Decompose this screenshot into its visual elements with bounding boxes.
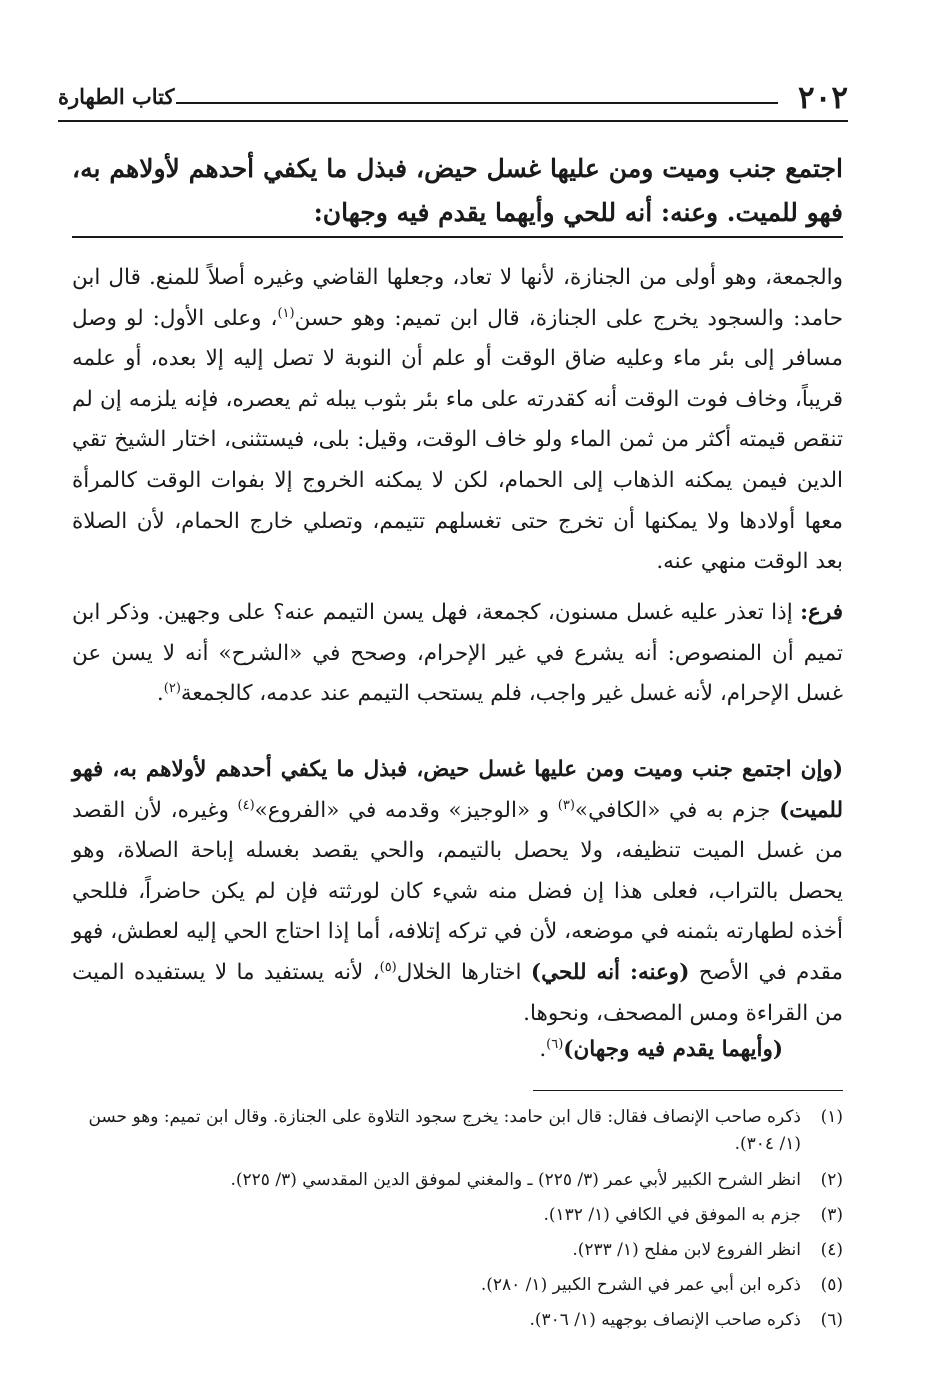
footnote-text: ذكره صاحب الإنصاف فقال: قال ابن حامد: يخرج سجود التلاوة على الجنازة. وقال ابن تميم: وهو حسن (١/ ٣٠٤). xyxy=(88,1107,801,1154)
page-number: ٢٠٢ xyxy=(798,80,848,116)
matn-text: اجتمع جنب وميت ومن عليها غسل حيض، فبذل ما يكفي أحدهم لأولاهم به، فهو للميت. وعنه: أنه للحي وأيهما يقدم فيه وجهان: xyxy=(72,154,843,227)
text-run: اختارها الخلال xyxy=(396,959,531,985)
footnote-ref-6: (٦) xyxy=(546,1036,564,1052)
footnote-item xyxy=(72,1307,843,1334)
footnote-number: (٤) xyxy=(820,1240,843,1260)
footnote-number: (٢) xyxy=(820,1170,843,1190)
footnote-ref-3: (٣) xyxy=(557,797,575,813)
footnote-separator xyxy=(533,1090,843,1091)
far-label: فرع: xyxy=(800,600,843,625)
text-run: . xyxy=(539,1037,547,1062)
quoted-matn: (وإن اجتمع جنب وميت ومن عليها غسل حيض، فبذل ما يكفي أحدهم لأولاهم به، فهو للميت) xyxy=(72,757,843,823)
quoted-matn: (وعنه: أنه للحي) xyxy=(530,959,690,985)
footnote-text: ذكره صاحب الإنصاف بوجهيه (١/ ٣٠٦). xyxy=(529,1310,801,1330)
commentary-paragraph-3 xyxy=(72,750,843,1034)
header-rule xyxy=(176,102,778,104)
running-header xyxy=(58,78,848,118)
footnote-item xyxy=(72,1104,843,1158)
text-run: ، وعلى الأول: لو وصل مسافر إلى بئر ماء وعليه ضاق الوقت أو علم أن النوبة لا تصل إليه إلا بعده، أو علمه قريباً، وخاف فوت الوقت أنه كقدرته على ماء بئر بثوب يبله ثم يعصره، فإنه يلزمه إن لم تنقص قيمته أكثر من ثمن الماء ولو خاف الوقت، وقيل: بلى، فيستثنى، اختار الشيخ تقي الدين فيمن يمكنه الذهاب إلى الحمام، لكن لا يمكنه الخروج إلا بفوات الوقت كالمرأة معها أولادها ولا يمكنها أن تخرج حتى تغسلهم تتيمم، وتصلي خارج الحمام، لأن الصلاة بعد الوقت منهي عنه. xyxy=(72,305,843,575)
commentary-paragraph-1 xyxy=(72,258,843,583)
footnote-text: ذكره ابن أبي عمر في الشرح الكبير (١/ ٢٨٠). xyxy=(480,1275,801,1295)
footnote-item xyxy=(72,1167,843,1194)
footnote-ref-4: (٤) xyxy=(237,797,255,813)
text-run: و «الوجيز» وقدمه في «الفروع» xyxy=(254,797,558,823)
text-run: جزم به في «الكافي» xyxy=(574,797,780,823)
footnotes-list xyxy=(72,1104,843,1342)
footnote-item xyxy=(72,1272,843,1299)
text-run: . xyxy=(156,681,164,707)
footnote-ref-5: (٥) xyxy=(379,959,397,975)
footnote-number: (١) xyxy=(820,1107,843,1127)
footnote-ref-1: (١) xyxy=(277,305,295,321)
text-run: إذا تعذر عليه غسل مسنون، كجمعة، فهل يسن التيمم عنه؟ على وجهين. وذكر ابن تميم أن المنصوص: أنه يشرع في غير الإحرام، وصحح في «الشرح» أنه لا يسن عن غسل الإحرام، لأنه غسل غير واجب، فلم يستحب التيمم عند عدمه، كالجمعة xyxy=(72,600,843,707)
footnote-ref-2: (٢) xyxy=(163,681,181,697)
book-title: كتاب الطهارة xyxy=(58,84,175,109)
footnote-number: (٥) xyxy=(820,1275,843,1295)
footnote-number: (٦) xyxy=(820,1310,843,1330)
footnote-text: انظر الفروع لابن مفلح (١/ ٢٣٣). xyxy=(572,1240,801,1260)
text-run: ، لأنه يستفيد ما لا يستفيده الميت من القراءة ومس المصحف، ونحوها. xyxy=(72,959,843,1026)
commentary-paragraph-2 xyxy=(72,593,843,715)
footnote-text: جزم به الموفق في الكافي (١/ ١٣٢). xyxy=(543,1205,801,1225)
text-run: وغيره، لأن القصد من غسل الميت تنظيفه، ولا يحصل بالتيمم، والحي يقصد بغسله إباحة الصلاة، وهو يحصل بالتراب، فعلى هذا إن فضل منه شيء كان لورثته فإن لم يكن حاضراً، فللحي أخذه لطهارته بثمنه في موضعه، لأن في تركه إتلافه، أما إذا احتاج الحي إليه لعطش، فهو مقدم في الأصح xyxy=(72,797,843,985)
quoted-matn: (وأيهما يقدم فيه وجهان) xyxy=(563,1037,783,1062)
commentary-paragraph-4 xyxy=(72,1030,843,1071)
footnote-number: (٣) xyxy=(820,1205,843,1225)
footnote-item xyxy=(72,1202,843,1229)
text-run: والجمعة، وهو أولى من الجنازة، لأنها لا تعاد، وجعلها القاضي وغيره أصلاً للمنع. قال ابن حامد: والسجود يخرج على الجنازة، قال ابن تميم: وهو حسن xyxy=(72,265,843,331)
header-underline xyxy=(58,120,848,122)
footnote-text: انظر الشرح الكبير لأبي عمر (٣/ ٢٢٥) ـ والمغني لموفق الدين المقدسي (٣/ ٢٢٥). xyxy=(230,1170,801,1190)
matn-separator xyxy=(72,236,843,238)
footnote-item xyxy=(72,1237,843,1264)
